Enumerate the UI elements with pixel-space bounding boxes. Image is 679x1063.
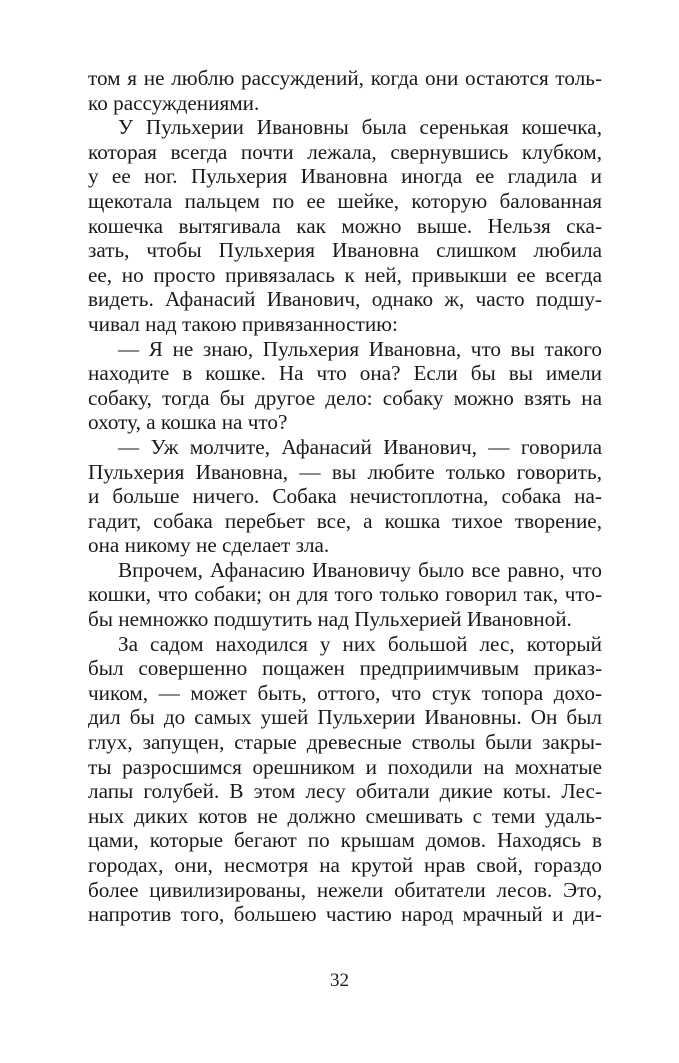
text-line: цами, которые бегают по крышам домов. Находясь в — [88, 828, 602, 853]
text-line: Пульхерия Ивановна, — вы любите только говорить, — [88, 459, 602, 484]
text-line: был совершенно пощажен предприимчивым приказ- — [88, 656, 602, 681]
text-line: более цивилизированы, нежели обитатели лесов. Это, — [88, 877, 602, 902]
text-line: ее, но просто привязалась к ней, привыкши ее всегда — [88, 262, 602, 287]
text-line: напротив того, большею частию народ мрачный и ди- — [88, 902, 602, 927]
text-line: видеть. Афанасий Иванович, однако ж, часто подшу- — [88, 287, 602, 312]
text-line: которая всегда почти лежала, свернувшись клубком, — [88, 139, 602, 164]
page-number: 32 — [330, 970, 349, 991]
text-line: у ее ног. Пульхерия Ивановна иногда ее гладила и — [88, 164, 602, 189]
text-line: ты разросшимся орешником и походили на мохнатые — [88, 754, 602, 779]
text-line: бы немножко подшутить над Пульхерией Ивановной. — [88, 607, 572, 632]
text-line: и больше ничего. Собака нечистоплотна, собака на- — [88, 484, 602, 509]
text-line: ко рассуждениями. — [88, 90, 260, 115]
text-line: За садом находился у них большой лес, который — [118, 631, 602, 656]
text-line: зать, чтобы Пульхерия Ивановна слишком любила — [88, 238, 602, 263]
text-line: глух, запущен, старые древесные стволы были закры- — [88, 730, 602, 755]
text-line: Впрочем, Афанасию Ивановичу было все равно, что — [118, 557, 602, 582]
text-line: кошечка вытягивала как можно выше. Нельзя ска- — [88, 213, 602, 238]
text-line: У Пульхерии Ивановны была серенькая кошечка, — [118, 115, 602, 140]
text-line: собаку, тогда бы другое дело: собаку можно взять на — [88, 385, 602, 410]
text-line: кошки, что собаки; он для того только говорил так, что- — [88, 582, 602, 607]
text-line: охоту, а кошка на что? — [88, 410, 288, 435]
text-line: чивал над такою привязанностию: — [88, 311, 398, 336]
text-line: городах, они, несмотря на крутой нрав свой, гораздо — [88, 853, 602, 877]
text-line: чиком, — может быть, оттого, что стук топора дохо- — [88, 680, 602, 705]
text-line: щекотала пальцем по ее шейке, которую балованная — [88, 188, 602, 213]
text-line: гадит, собака перебьет все, а кошка тихое творение, — [88, 508, 602, 533]
text-line: лапы голубей. В этом лесу обитали дикие коты. Лес- — [88, 779, 602, 804]
page-body-text — [88, 66, 602, 927]
text-line: дил бы до самых ушей Пульхерии Ивановны. Он был — [88, 705, 602, 730]
text-line: — Я не знаю, Пульхерия Ивановна, что вы такого — [118, 336, 602, 361]
text-line: находите в кошке. На что она? Если бы вы имели — [88, 361, 602, 386]
text-line: ных диких котов не должно смешивать с теми удаль- — [88, 803, 602, 828]
text-line: она никому не сделает зла. — [88, 533, 330, 558]
text-line: том я не люблю рассуждений, когда они остаются толь- — [88, 66, 602, 90]
text-line: — Уж молчите, Афанасий Иванович, — говорила — [118, 434, 602, 459]
